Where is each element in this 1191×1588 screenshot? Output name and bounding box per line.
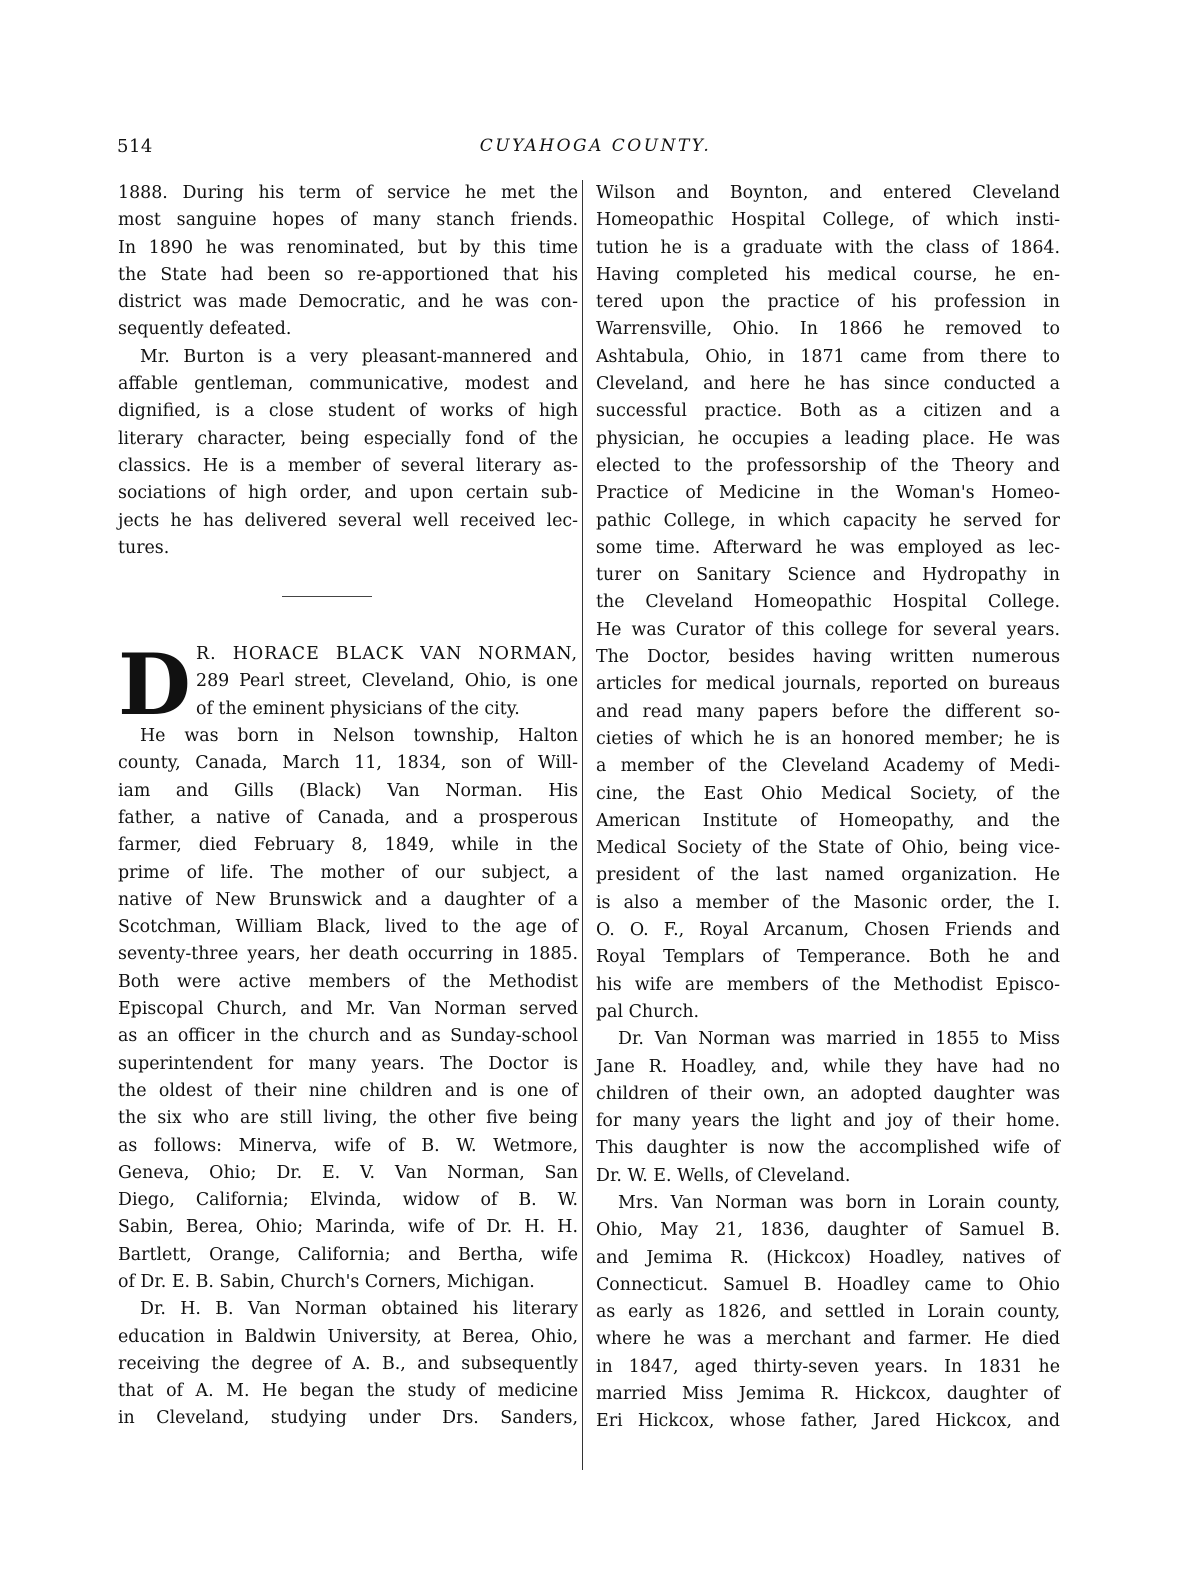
text-line: He was born in Nelson township, Halton: [140, 726, 578, 747]
text-line: jects he has delivered several well received lec-: [118, 510, 578, 531]
page-number: 514: [117, 136, 153, 157]
text-line: superintendent for many years. The Doctor is: [118, 1053, 578, 1074]
text-line: receiving the degree of A. B., and subsequently: [118, 1353, 578, 1374]
biography-intro: [118, 635, 578, 735]
text-line: Episcopal Church, and Mr. Van Norman served: [118, 999, 578, 1020]
text-line: Ohio, May 21, 1836, daughter of Samuel B.: [596, 1220, 1060, 1241]
text-line: married Miss Jemima R. Hickcox, daughter of: [596, 1384, 1060, 1405]
text-line: O. O. F., Royal Arcanum, Chosen Friends and: [596, 920, 1060, 941]
text-line: and read many papers before the different so-: [596, 701, 1060, 722]
text-line: farmer, died February 8, 1849, while in the: [118, 835, 578, 856]
text-line: of the eminent physicians of the city.: [196, 698, 520, 719]
text-line: cieties of which he is an honored member; he is: [596, 728, 1060, 749]
text-line: tures.: [118, 537, 170, 558]
text-line: Warrensville, Ohio. In 1866 he removed to: [596, 319, 1060, 340]
text-line: pal Church.: [596, 1001, 700, 1022]
running-head: CUYAHOGA COUNTY.: [479, 136, 712, 156]
text-line: is also a member of the Masonic order, the I.: [596, 892, 1060, 913]
text-line: 289 Pearl street, Cleveland, Ohio, is one: [196, 671, 578, 692]
text-line: native of New Brunswick and a daughter of a: [118, 889, 578, 910]
text-line: Mr. Burton is a very pleasant-mannered and: [140, 346, 578, 367]
text-line: physician, he occupies a leading place. He was: [596, 428, 1060, 449]
text-line: elected to the professorship of the Theory and: [596, 455, 1060, 476]
text-line: Royal Templars of Temperance. Both he and: [596, 947, 1060, 968]
text-line: Jane R. Hoadley, and, while they have had no: [596, 1056, 1060, 1077]
text-line: He was Curator of this college for several years.: [596, 619, 1060, 640]
paragraph-burton-character: [118, 344, 578, 562]
text-line: Sabin, Berea, Ohio; Marinda, wife of Dr. H. H.: [118, 1217, 578, 1238]
text-line: dignified, is a close student of works of high: [118, 401, 578, 422]
text-line: tered upon the practice of his profession in: [596, 292, 1060, 313]
text-line: seventy-three years, her death occurring in 1885.: [118, 944, 578, 965]
text-line: The Doctor, besides having written numerous: [596, 647, 1060, 668]
text-line: that of A. M. He began the study of medicine: [118, 1381, 578, 1402]
text-line: Medical Society of the State of Ohio, being vice-: [596, 838, 1060, 859]
right-column: [596, 180, 1060, 1436]
column-divider: [582, 180, 583, 1470]
text-line: successful practice. Both as a citizen and a: [596, 401, 1060, 422]
text-line: most sanguine hopes of many stanch friends.: [118, 210, 578, 231]
paragraph-marriage: [596, 1026, 1060, 1190]
section-divider: [282, 596, 372, 597]
text-line: American Institute of Homeopathy, and the: [596, 810, 1060, 831]
text-line: Eri Hickcox, whose father, Jared Hickcox, and: [596, 1411, 1060, 1432]
text-line: as early as 1826, and settled in Lorain county,: [596, 1302, 1060, 1323]
text-line: iam and Gills (Black) Van Norman. His: [118, 780, 578, 801]
text-line: affable gentleman, communicative, modest and: [118, 374, 578, 395]
text-line: as an officer in the church and as Sunday-school: [118, 1026, 578, 1047]
text-line: turer on Sanitary Science and Hydropathy in: [596, 565, 1060, 586]
text-line: some time. Afterward he was employed as lec-: [596, 537, 1060, 558]
text-line: Having completed his medical course, he en-: [596, 264, 1060, 285]
text-line: Dr. W. E. Wells, of Cleveland.: [596, 1165, 851, 1186]
paragraph-education: [118, 1296, 578, 1432]
text-line: Cleveland, and here he has since conducted a: [596, 374, 1060, 395]
text-line: the Cleveland Homeopathic Hospital College.: [596, 592, 1060, 613]
text-line: for many years the light and joy of their home.: [596, 1111, 1060, 1132]
text-line: sociations of high order, and upon certain sub-: [118, 483, 578, 504]
text-line: In 1890 he was renominated, but by this time: [118, 237, 578, 258]
text-line: the six who are still living, the other five being: [118, 1108, 578, 1129]
paragraph-burton-term: [118, 180, 578, 344]
text-line: Both were active members of the Methodist: [118, 971, 578, 992]
text-line: Dr. H. B. Van Norman obtained his literary: [140, 1299, 578, 1320]
text-line: in 1847, aged thirty-seven years. In 1831 he: [596, 1356, 1060, 1377]
text-line: district was made Democratic, and he was con-: [118, 292, 578, 313]
text-line: pathic College, in which capacity he served for: [596, 510, 1060, 531]
text-line: Practice of Medicine in the Woman's Homeo-: [596, 483, 1060, 504]
text-line: cine, the East Ohio Medical Society, of the: [596, 783, 1060, 804]
text-line: father, a native of Canada, and a prosperous: [118, 807, 578, 828]
text-line: Connecticut. Samuel B. Hoadley came to Ohio: [596, 1274, 1060, 1295]
text-line: children of their own, an adopted daughter was: [596, 1083, 1060, 1104]
text-line: Diego, California; Elvinda, widow of B. W.: [118, 1190, 578, 1211]
text-line: a member of the Cleveland Academy of Medi-: [596, 756, 1060, 777]
text-line: tution he is a graduate with the class of 1864.: [596, 237, 1060, 258]
text-line: in Cleveland, studying under Drs. Sanders,: [118, 1408, 578, 1429]
text-line: where he was a merchant and farmer. He died: [596, 1329, 1060, 1350]
text-line: articles for medical journals, reported on bureaus: [596, 674, 1060, 695]
page-header: [0, 136, 1191, 160]
text-line: Mrs. Van Norman was born in Lorain county,: [618, 1192, 1060, 1213]
text-line: prime of life. The mother of our subject, a: [118, 862, 578, 883]
text-line: literary character, being especially fond of the: [118, 428, 578, 449]
text-line: Geneva, Ohio; Dr. E. V. Van Norman, San: [118, 1162, 578, 1183]
text-line: classics. He is a member of several literary as-: [118, 455, 578, 476]
text-line: Wilson and Boynton, and entered Cleveland: [596, 183, 1060, 203]
text-line: Scotchman, William Black, lived to the age of: [118, 917, 578, 938]
text-line: county, Canada, March 11, 1834, son of Will-: [118, 753, 578, 774]
text-line: 1888. During his term of service he met the: [118, 183, 578, 203]
text-line: the State had been so re-apportioned that his: [118, 264, 578, 285]
text-line: president of the last named organization. He: [596, 865, 1060, 886]
text-line: his wife are members of the Methodist Episco-: [596, 974, 1060, 995]
drop-cap: D: [118, 635, 191, 735]
biography-heading: R. HORACE BLACK VAN NORMAN,: [196, 644, 578, 665]
text-line: sequently defeated.: [118, 319, 292, 340]
text-line: as follows: Minerva, wife of B. W. Wetmore,: [118, 1135, 578, 1156]
paragraph-birth-family: [118, 723, 578, 1296]
text-line: and Jemima R. (Hickcox) Hoadley, natives of: [596, 1247, 1060, 1268]
text-line: education in Baldwin University, at Berea, Ohio,: [118, 1326, 578, 1347]
paragraph-mrs-van-norman: [596, 1190, 1060, 1436]
text-line: of Dr. E. B. Sabin, Church's Corners, Michigan.: [118, 1271, 535, 1292]
text-line: the oldest of their nine children and is one of: [118, 1080, 578, 1101]
paragraph-career: [596, 180, 1060, 1026]
text-line: Dr. Van Norman was married in 1855 to Miss: [618, 1029, 1060, 1050]
text-line: Bartlett, Orange, California; and Bertha, wife: [118, 1244, 578, 1265]
text-line: Ashtabula, Ohio, in 1871 came from there to: [596, 346, 1060, 367]
text-line: This daughter is now the accomplished wife of: [596, 1138, 1060, 1159]
text-line: Homeopathic Hospital College, of which insti-: [596, 210, 1060, 231]
left-column: [118, 180, 578, 1433]
